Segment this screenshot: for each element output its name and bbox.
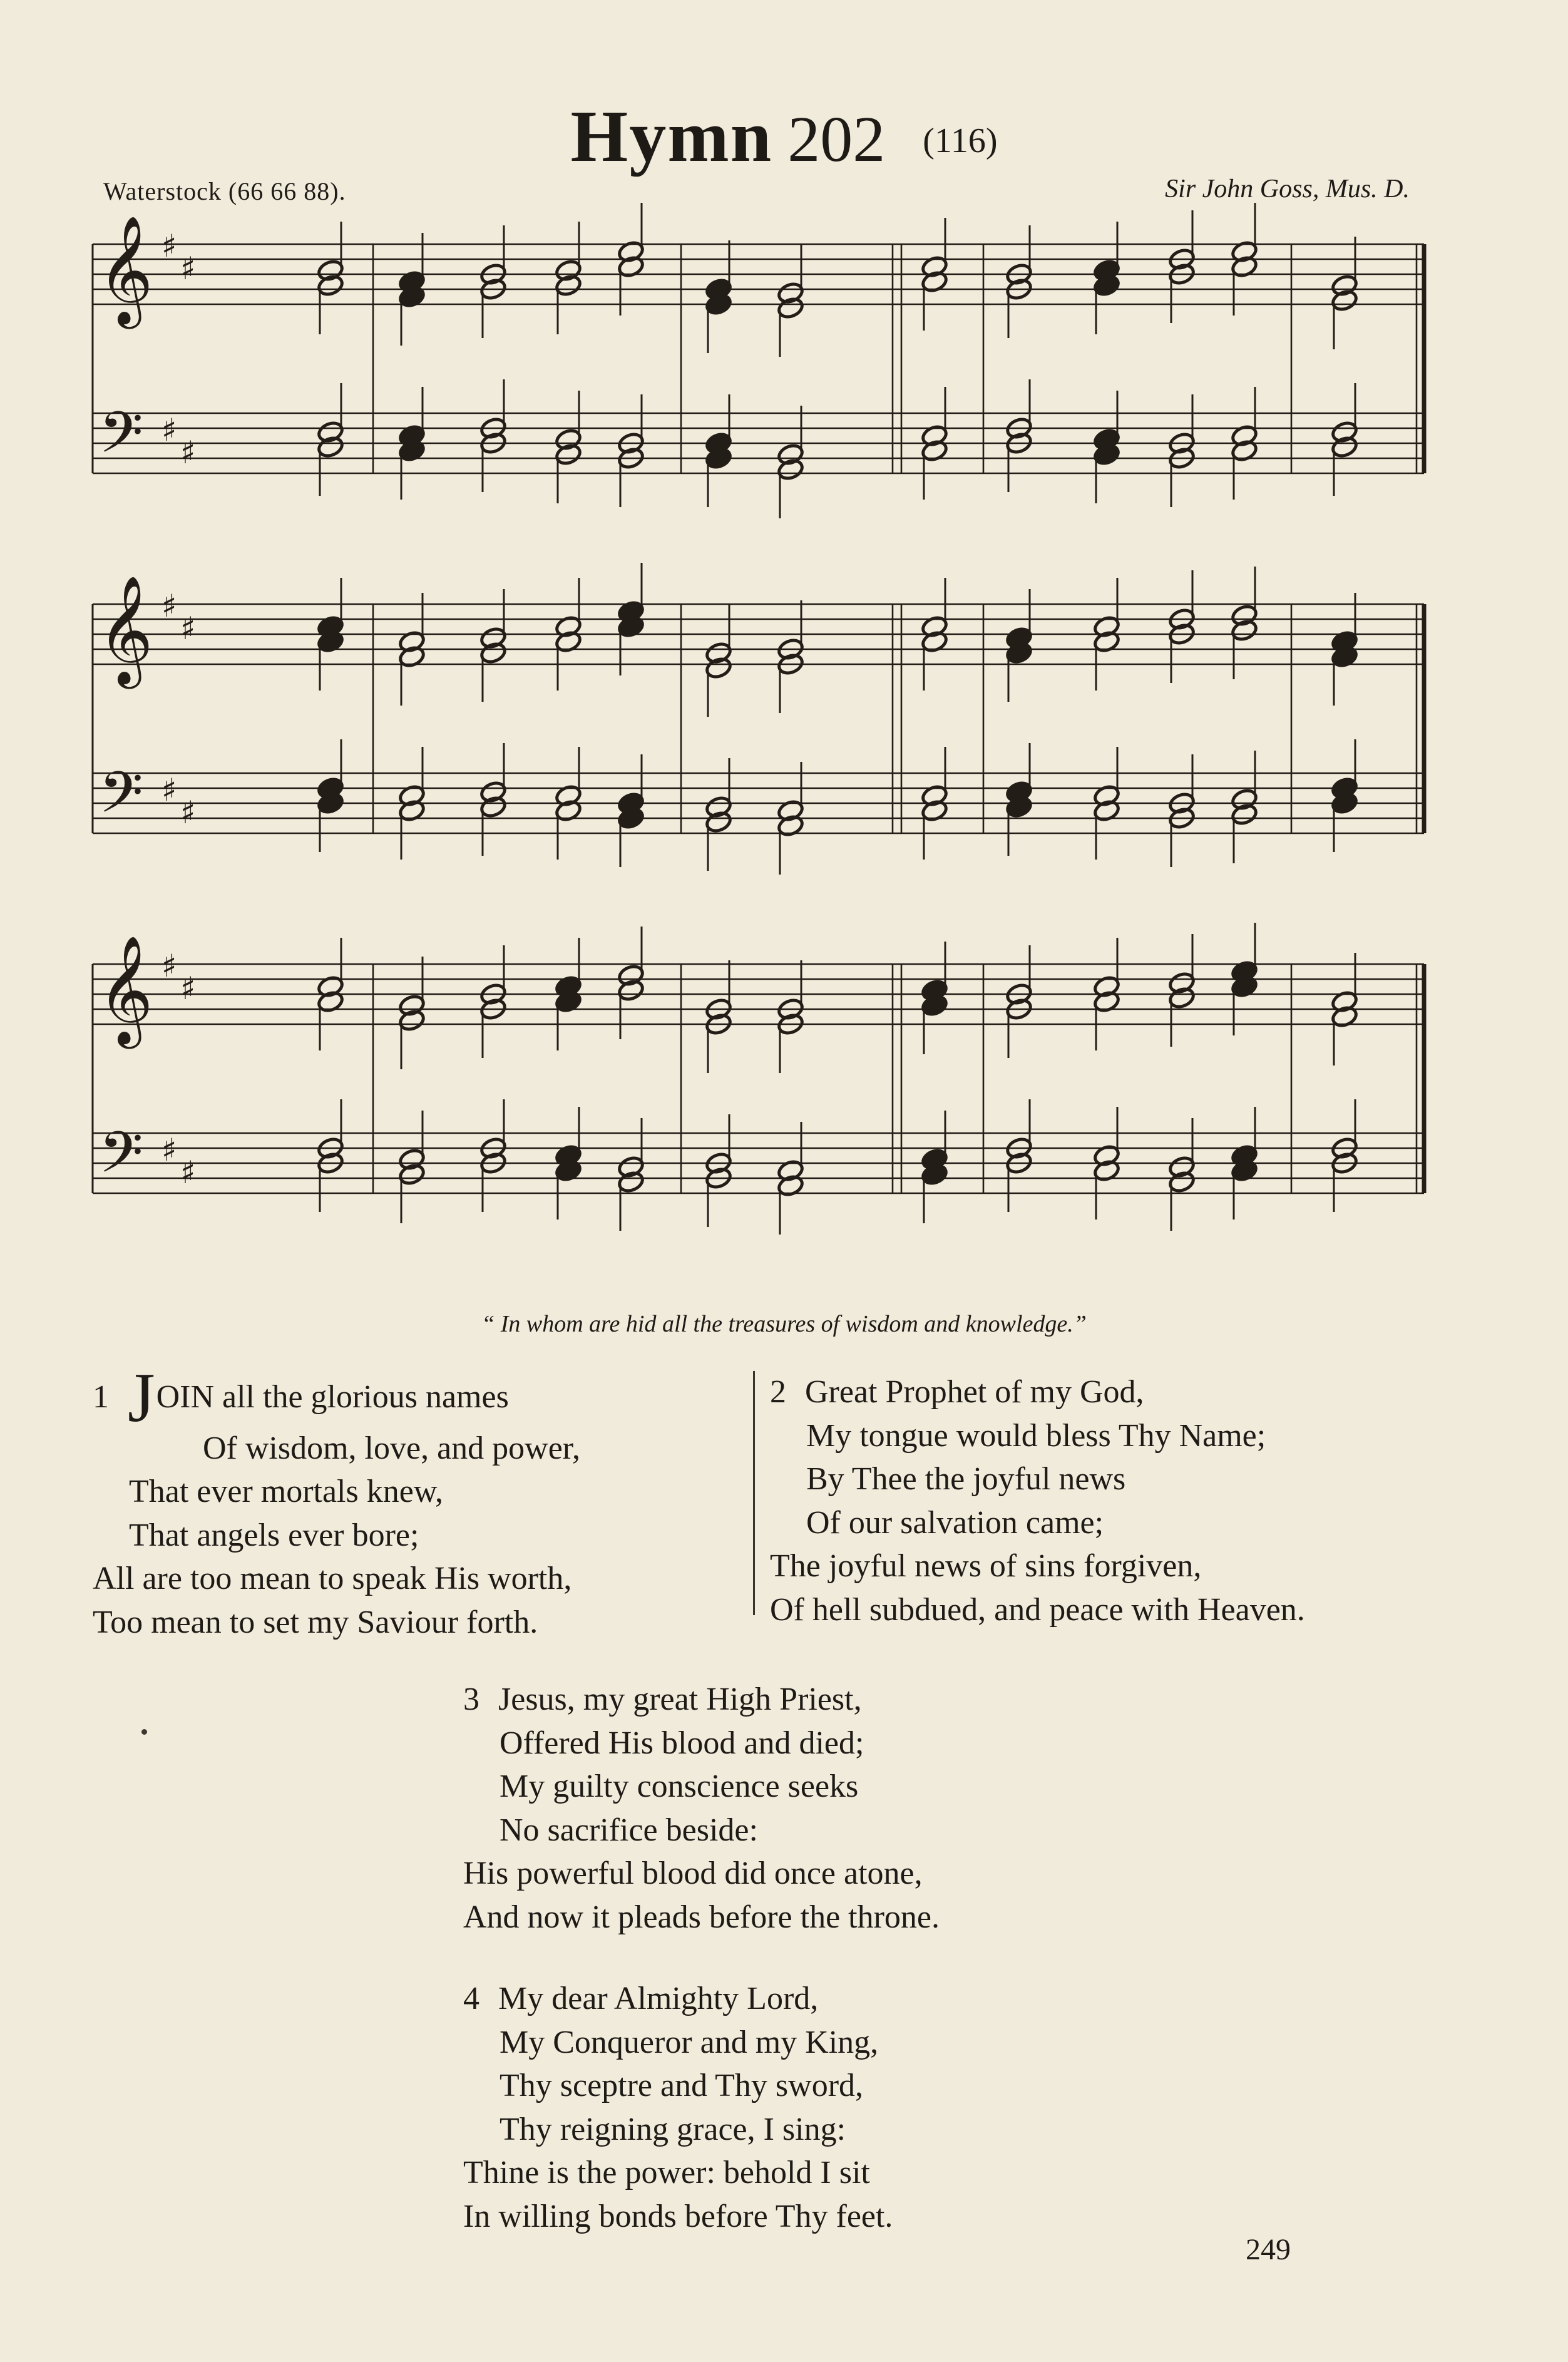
verse-line: My guilty conscience seeks [500, 1769, 859, 1804]
verse-line: That ever mortals knew, [129, 1474, 443, 1510]
hymn-label: Hymn [570, 95, 773, 177]
verse-line: Thy sceptre and Thy sword, [500, 2068, 864, 2103]
bass-clef-icon: 𝄢 [99, 399, 143, 480]
verse-1 [93, 1359, 581, 1644]
treble-clef-icon: 𝄞 [98, 215, 153, 324]
verse-line: Great Prophet of my God, [805, 1374, 1144, 1410]
verse-line: That angels ever bore; [129, 1517, 419, 1553]
sharp-icon: ♯ [161, 228, 177, 264]
page-number: 249 [1246, 2233, 1291, 2266]
verse-line: My Conqueror and my King, [500, 2024, 879, 2060]
verse-line: Too mean to set my Saviour forth. [93, 1604, 538, 1640]
verse-3 [463, 1678, 940, 1939]
verse-number: 4 [463, 1981, 479, 2016]
verse-line: The joyful news of sins forgiven, [770, 1548, 1202, 1584]
verse-line: Thine is the power: behold I sit [463, 2155, 870, 2190]
sharp-icon: ♯ [180, 970, 196, 1007]
sharp-icon: ♯ [161, 772, 177, 808]
verse-line: His powerful blood did once atone, [463, 1856, 923, 1891]
verse-line: And now it pleads before the throne. [463, 1899, 940, 1935]
sharp-icon: ♯ [180, 1154, 196, 1191]
verse-line: Of wisdom, love, and power, [203, 1430, 581, 1466]
sharp-icon: ♯ [161, 588, 177, 624]
column-divider [753, 1371, 755, 1615]
sharp-icon: ♯ [180, 794, 196, 831]
verse-line: Of hell subdued, and peace with Heaven. [770, 1591, 1305, 1628]
epigraph: “ In whom are hid all the treasures of wisdom and knowledge.” [481, 1311, 1087, 1337]
verse-line: In willing bonds before Thy feet. [463, 2198, 893, 2234]
sharp-icon: ♯ [180, 434, 196, 471]
tune-name: Waterstock (66 66 88). [103, 177, 346, 205]
sharp-icon: ♯ [180, 250, 196, 287]
verse-4 [463, 1977, 893, 2238]
treble-clef-icon: 𝄞 [98, 575, 153, 684]
sharp-icon: ♯ [161, 948, 177, 984]
print-speck [141, 1729, 147, 1735]
verse-line: My dear Almighty Lord, [498, 1981, 819, 2016]
verse-line: No sacrifice beside: [500, 1812, 758, 1848]
sharp-icon: ♯ [161, 412, 177, 448]
hymn-number: 202 [787, 103, 886, 175]
verse-line: By Thee the joyful news [806, 1461, 1126, 1497]
composer: Sir John Goss, Mus. D. [1165, 175, 1410, 203]
old-number: (116) [923, 121, 998, 160]
bass-clef-icon: 𝄢 [99, 1119, 143, 1199]
verse-line: OIN all the glorious names [156, 1379, 509, 1415]
sharp-icon: ♯ [161, 1132, 177, 1168]
treble-clef-icon: 𝄞 [98, 935, 153, 1044]
sharp-icon: ♯ [180, 610, 196, 647]
verse-line: All are too mean to speak His worth, [93, 1561, 572, 1597]
verse-line: Offered His blood and died; [500, 1725, 864, 1761]
verse-number: 2 [770, 1374, 786, 1410]
verse-line: My tongue would bless Thy Name; [806, 1417, 1266, 1454]
bass-clef-icon: 𝄢 [99, 759, 143, 840]
verse-number: 3 [463, 1682, 479, 1717]
drop-cap: J [128, 1359, 155, 1437]
verse-line: Jesus, my great High Priest, [498, 1682, 862, 1717]
verse-line: Thy reigning grace, I sing: [500, 2111, 846, 2147]
verse-2 [770, 1370, 1305, 1631]
verse-number: 1 [93, 1379, 109, 1415]
verse-line: Of our salvation came; [806, 1504, 1104, 1541]
